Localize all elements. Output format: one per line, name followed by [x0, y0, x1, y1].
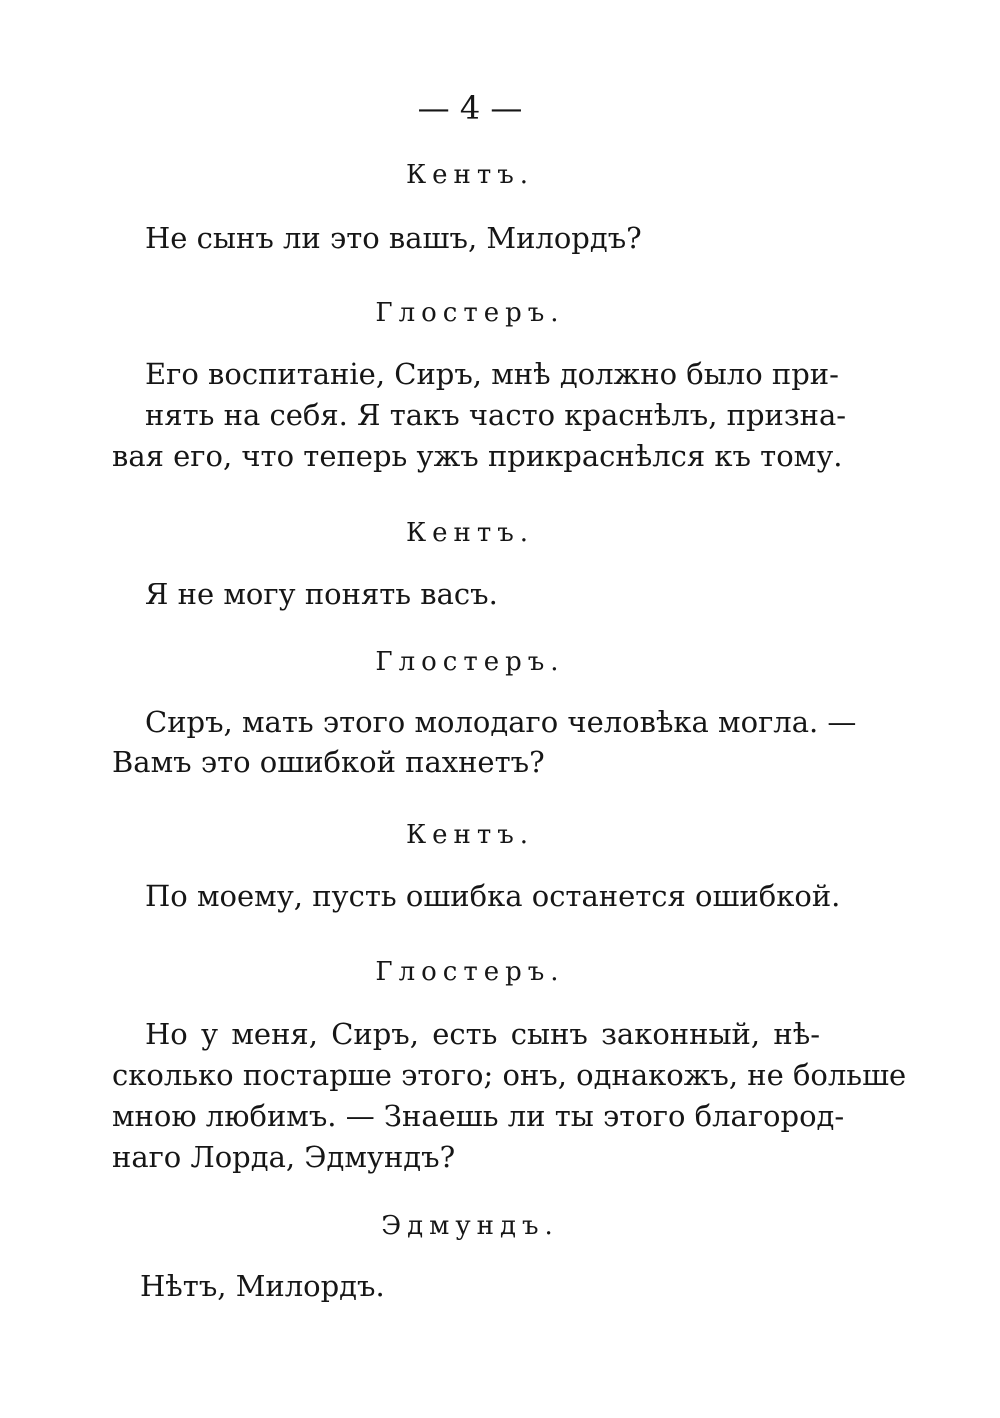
speaker-heading-kent: Кентъ.	[405, 518, 535, 548]
speech-line: Вамъ это ошибкой пахнетъ?	[112, 745, 545, 779]
speaker-heading-edmund: Эдмундъ.	[381, 1211, 559, 1241]
speaker-heading-kent: Кентъ.	[405, 820, 535, 850]
speaker-heading-gloster: Глостеръ.	[375, 298, 565, 328]
speech-line: мною любимъ. — Знаешь ли ты этого благород-	[112, 1099, 845, 1133]
speech-line: Сиръ, мать этого молодаго человѣка могла. —	[145, 705, 857, 739]
speaker-heading-gloster: Глостеръ.	[375, 647, 565, 677]
speech-line: Его воспитаніе, Сиръ, мнѣ должно было при-	[145, 357, 839, 391]
speaker-heading-gloster: Глостеръ.	[375, 957, 565, 987]
speech-line: Я не могу понять васъ.	[145, 577, 498, 611]
speech-line: вая его, что теперь ужъ прикраснѣлся къ тому.	[112, 439, 843, 473]
speech-line: Не сынъ ли это вашъ, Милордъ?	[145, 221, 642, 255]
speech-line: Нѣтъ, Милордъ.	[140, 1269, 385, 1303]
speech-line: По моему, пусть ошибка останется ошибкой.	[145, 879, 841, 913]
speech-line: наго Лорда, Эдмундъ?	[112, 1140, 456, 1174]
speech-line: Но у меня, Сиръ, есть сынъ законный, нѣ-	[145, 1017, 820, 1051]
page-number: — 4 —	[417, 89, 523, 127]
speaker-heading-kent: Кентъ.	[405, 160, 535, 190]
speech-line: нять на себя. Я такъ часто краснѣлъ, призна-	[145, 398, 847, 432]
speech-line: сколько постарше этого; онъ, однакожъ, не больше	[112, 1058, 907, 1092]
